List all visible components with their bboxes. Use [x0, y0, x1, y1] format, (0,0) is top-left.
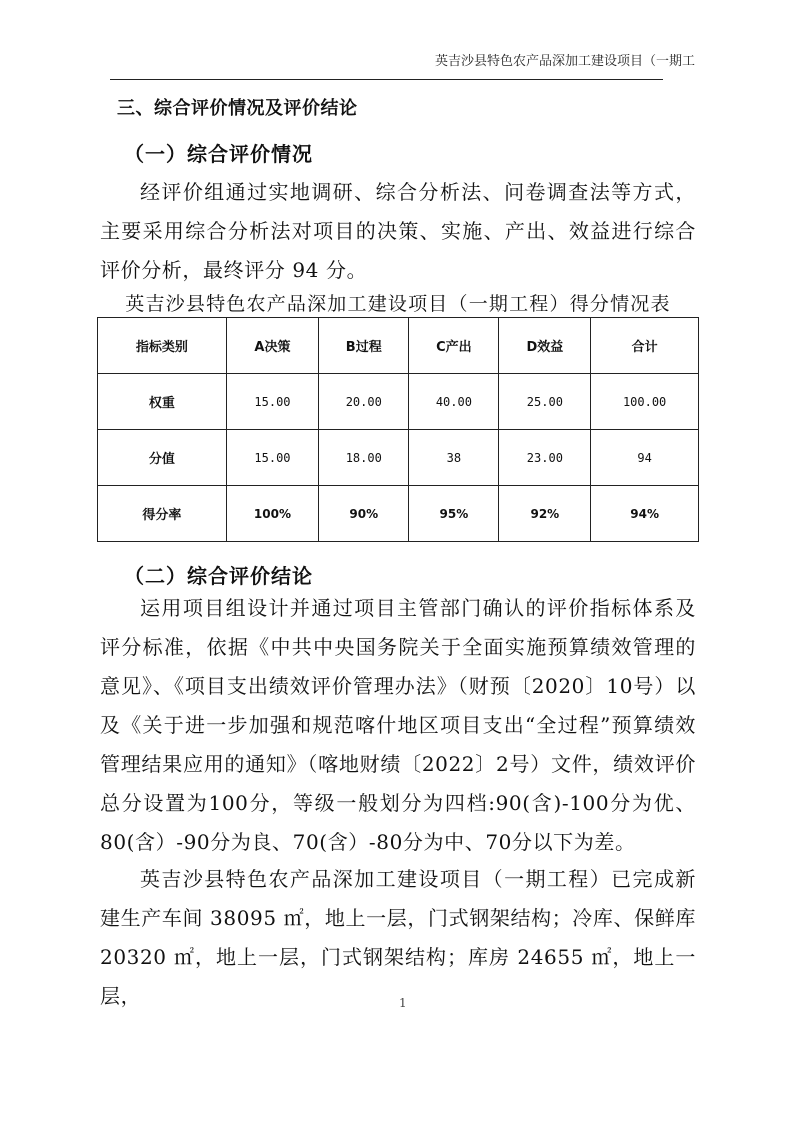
table-cell: 40.00	[409, 374, 499, 430]
table-cell: 18.00	[319, 430, 409, 486]
table-cell: 92%	[499, 486, 591, 542]
table-cell: 100.00	[591, 374, 699, 430]
table-header-cell: A决策	[226, 318, 318, 374]
table-cell: 15.00	[226, 430, 318, 486]
paragraph-project-completion: 英吉沙县特色农产品深加工建设项目（一期工程）已完成新建生产车间 38095 ㎡，地上一层，门式钢架结构；冷库、保鲜库 20320 ㎡，地上一层，门式钢架结构；库房 24655 ㎡，地上一层，	[100, 867, 696, 1008]
table-header-row	[98, 318, 699, 374]
table-cell: 23.00	[499, 430, 591, 486]
table-row-score	[98, 430, 699, 486]
table-caption: 英吉沙县特色农产品深加工建设项目（一期工程）得分情况表	[125, 293, 671, 315]
table-cell: 94%	[591, 486, 699, 542]
paragraph-evaluation-summary: 经评价组通过实地调研、综合分析法、问卷调查法等方式，主要采用综合分析法对项目的决策、实施、产出、效益进行综合评价分析，最终评分 94 分。	[100, 180, 696, 282]
table-cell: 38	[409, 430, 499, 486]
section-title: 三、综合评价情况及评价结论	[117, 98, 358, 119]
table-row-label: 分值	[98, 430, 227, 486]
subsection-title-1: （一）综合评价情况	[124, 142, 313, 166]
table-row-label: 权重	[98, 374, 227, 430]
table-cell: 20.00	[319, 374, 409, 430]
table-row-weight	[98, 374, 699, 430]
table-header-cell: B过程	[319, 318, 409, 374]
table-row-rate	[98, 486, 699, 542]
table-cell: 95%	[409, 486, 499, 542]
table-cell: 15.00	[226, 374, 318, 430]
table-header-cell: D效益	[499, 318, 591, 374]
subsection-title-2: （二）综合评价结论	[124, 564, 313, 588]
paragraph-evaluation-basis: 运用项目组设计并通过项目主管部门确认的评价指标体系及评分标准，依据《中共中央国务院关于全面实施预算绩效管理的意见》、《项目支出绩效评价管理办法》（财预〔2020〕10号）以及《关于进一步加强和规范喀什地区项目支出“全过程”预算绩效管理结果应用的通知》（喀地财绩〔2022〕2号）文件，绩效评价总分设置为100分，等级一般划分为四档:90(含)-100分为优、80(含）-90分为良、70(含）-80分为中、70分以下为差。	[100, 596, 696, 854]
page-number: 1	[399, 996, 407, 1010]
running-header: 英吉沙县特色农产品深加工建设项目（一期工	[434, 54, 695, 69]
table-header-cell: C产出	[409, 318, 499, 374]
table-cell: 94	[591, 430, 699, 486]
table-row-label: 得分率	[98, 486, 227, 542]
header-divider	[110, 79, 663, 80]
table-cell: 100%	[226, 486, 318, 542]
table-cell: 90%	[319, 486, 409, 542]
table-header-cell: 合计	[591, 318, 699, 374]
table-header-cell: 指标类别	[98, 318, 227, 374]
table-cell: 25.00	[499, 374, 591, 430]
score-table	[97, 317, 699, 542]
